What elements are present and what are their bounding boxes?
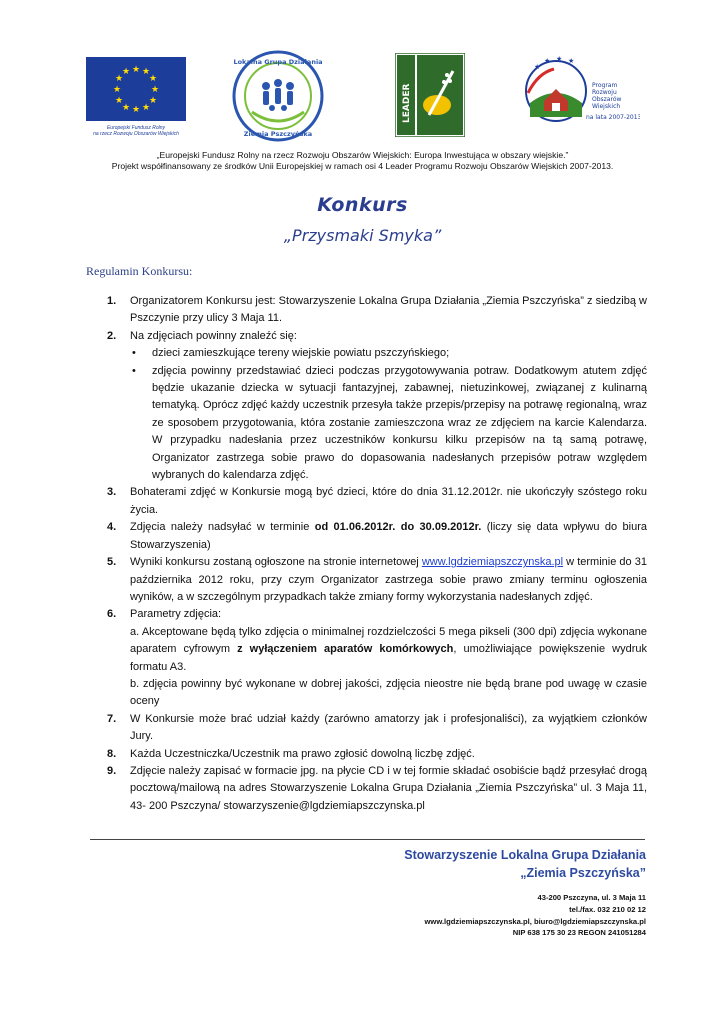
rule-item: 3. Bohaterami zdjęć w Konkursie mogą być dzieci, które do dnia 31.12.2012r. nie ukończyły szóstego roku życia.	[107, 486, 647, 516]
svg-text:★: ★	[121, 67, 131, 77]
svg-text:★: ★	[568, 57, 575, 65]
rule-subitem-b: b. zdjęcia powinny być wykonane w dobrej jakości, zdjęcia nieostre nie będą brane pod uwagę w czasie oceny	[130, 677, 647, 708]
prow-logo	[524, 53, 640, 131]
svg-text:Ziemia Pszczyńska: Ziemia Pszczyńska	[243, 130, 313, 138]
bullet-icon: •	[132, 364, 136, 377]
footer-phone: tel./fax. 032 210 02 12	[569, 904, 646, 914]
svg-text:Rozwoju: Rozwoju	[592, 89, 617, 96]
rule-item: 9. Zdjęcie należy zapisać w formacie jpg. na płycie CD i w tej formie składać osobiście bądź przesyłać drogą pocztową/mailową na adres Stowarzyszenie Lokalna Grupa Działania „Ziemia Pszczyńska” ul. 3 Maja 11, 43- 200 Pszczyna/ stowarzyszenie@lgdziemiapszczynska.pl	[107, 764, 647, 812]
footer-address: 43-200 Pszczyna, ul. 3 Maja 11	[537, 893, 646, 902]
logo-bar	[0, 45, 725, 145]
leader-logo	[395, 53, 465, 137]
rule-item: 4. Zdjęcia należy nadsyłać w terminie od 01.06.2012r. do 30.09.2012r. (liczy się data wpływu do biura Stowarzyszenia)	[107, 521, 647, 551]
rule-item: 7. W Konkursie może brać udział każdy (zarówno amatorzy jak i profesjonaliści), za wyjątkiem członków Jury.	[107, 712, 647, 743]
svg-text:★: ★	[534, 63, 541, 71]
eu-caption: Europejski Fundusz Rolny na rzecz Rozwoju Obszarów Wiejskich	[93, 125, 179, 137]
svg-text:★: ★	[131, 105, 141, 115]
rule-item: 6. Parametry zdjęcia:	[107, 608, 222, 621]
rules-list	[107, 293, 647, 815]
svg-text:★: ★	[150, 85, 160, 95]
rule-item: 5. Wyniki konkursu zostaną ogłoszone na stronie internetowej www.lgdziemiapszczynska.pl w terminie do 31 października 2012 roku, przy czym Organizator zastrzega sobie prawo zmiany terminu ogłoszenia wyników, a w szczególnym przypadkach także zmiany formy wykorzystania nadesłanych zdjęć.	[107, 556, 648, 603]
header-text	[0, 150, 725, 172]
footer-web-mail: www.lgdziemiapszczynska.pl, biuro@lgdziemiapszczynska.pl	[424, 916, 646, 926]
svg-text:★: ★	[112, 85, 122, 95]
bullet-icon: •	[132, 347, 136, 360]
svg-text:na lata 2007-2013: na lata 2007-2013	[586, 114, 640, 121]
rule-bullet: • dzieci zamieszkujące tereny wiejskie powiatu pszczyńskiego;	[107, 345, 647, 362]
footer-ids: NIP 638 175 30 23 REGON 241051284	[512, 928, 646, 938]
project-funding-line: Projekt współfinansowany ze środków Unii Europejskiej w ramach osi 4 Leader Programu Rozwoju Obszarów Wiejskich 2007-2013.	[111, 161, 614, 171]
svg-text:★: ★	[114, 74, 124, 84]
svg-text:LEADER: LEADER	[402, 83, 412, 123]
rule-subitem-a: a. Akceptowane będą tylko zdjęcia o minimalnej rozdzielczości 5 mega pikseli (300 dpi) zdjęcia wykonane aparatem cyfrowym z wyłączeniem aparatów komórkowych, umożliwiające powiększenie wydruk formatu A3.	[130, 625, 647, 673]
eu-flag-logo	[86, 57, 186, 121]
regulamin-heading: Regulamin Konkursu:	[86, 264, 193, 278]
rule-item: 1. Organizatorem Konkursu jest: Stowarzyszenie Lokalna Grupa Działania „Ziemia Pszczyńska” z siedzibą w Pszczynie przy ulicy 3 Maja 11.	[107, 295, 647, 325]
contest-subtitle: „Przysmaki Smyka”	[283, 226, 442, 245]
footer-org-name: Stowarzyszenie Lokalna Grupa Działania „Ziemia Pszczyńska”	[404, 848, 646, 880]
svg-text:★: ★	[148, 96, 158, 106]
program-quote: „Europejski Fundusz Rolny na rzecz Rozwoju Obszarów Wiejskich: Europa Inwestująca w obszary wiejskie.”	[156, 150, 569, 160]
svg-text:Program: Program	[592, 82, 618, 89]
contest-title: Konkurs	[317, 194, 408, 216]
svg-text:Wiejskich: Wiejskich	[592, 103, 621, 110]
svg-text:★: ★	[141, 103, 151, 113]
svg-text:★: ★	[114, 96, 124, 106]
star-circle-icon	[113, 65, 159, 115]
rule-item: 8. Każda Uczestniczka/Uczestnik ma prawo zgłosić dowolną liczbę zdjęć.	[107, 747, 475, 760]
rule-bullet: • zdjęcia powinny przedstawiać dzieci podczas przygotowywania potraw. Dodatkowym atutem zdjęć będzie ukazanie dziecka w sytuacji fantazyjnej, zabawnej, nietuzinkowej, związanej z kulinarną tematyką. Oprócz zdjęć każdy uczestnik przesyła także przepis/przepisy na potrawę regionalną, wraz ze sposobem przygotowania, która zostanie zamieszczona wraz ze zdjęciem na karcie Kalendarza. W przypadku nadesłania przez uczestników konkursu kilku przepisów na tą samą potrawę, Organizator zastrzega sobie prawo do dopasowania nadesłanych przepisów potraw względem wybranych do kalendarza zdjęć.	[132, 364, 647, 482]
footer-contact	[330, 892, 646, 939]
website-link[interactable]: www.lgdziemiapszczynska.pl	[421, 556, 564, 569]
footer-divider	[90, 839, 645, 840]
svg-text:★: ★	[544, 57, 551, 65]
svg-text:★: ★	[556, 55, 563, 63]
svg-text:Obszarów: Obszarów	[592, 96, 622, 103]
lgd-logo	[232, 50, 324, 142]
svg-text:★: ★	[148, 74, 158, 84]
svg-text:Lokalna Grupa Działania: Lokalna Grupa Działania	[233, 58, 323, 66]
svg-text:★: ★	[121, 103, 131, 113]
svg-text:★: ★	[131, 65, 141, 75]
svg-text:★: ★	[141, 67, 151, 77]
rule-item: 2. Na zdjęciach powinny znaleźć się:	[107, 329, 297, 342]
